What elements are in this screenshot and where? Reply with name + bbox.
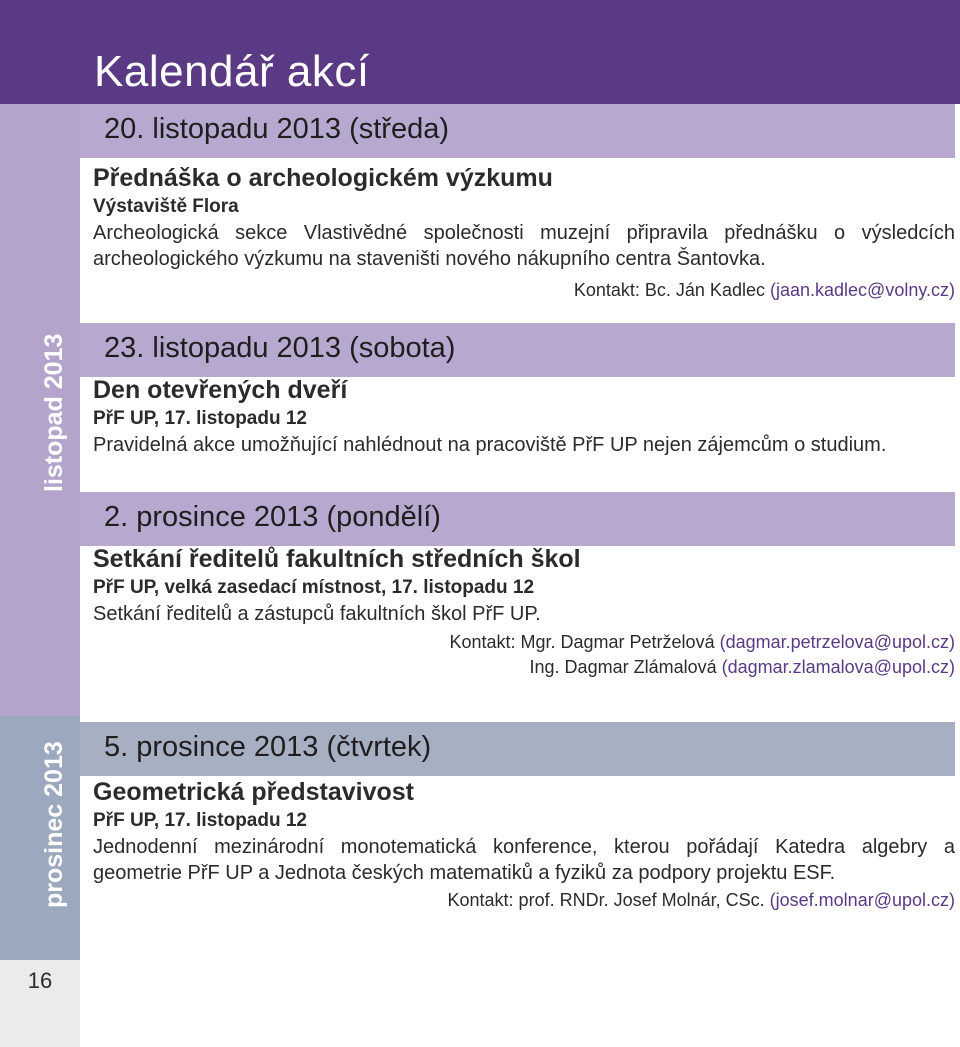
contact-email[interactable]: (josef.molnar@upol.cz) <box>769 890 955 910</box>
event-date-bar <box>80 104 955 158</box>
page-title: Kalendář akcí <box>94 47 370 96</box>
event-item <box>93 374 955 458</box>
contact-name: Kontakt: Mgr. Dagmar Petrželová <box>449 632 715 652</box>
event-venue: PřF UP, 17. listopadu 12 <box>93 408 308 429</box>
event-date: 5. prosince 2013 (čtvrtek) <box>104 731 432 763</box>
event-contact <box>93 278 955 303</box>
month-label-november: listopad 2013 <box>40 333 68 492</box>
event-venue: Výstaviště Flora <box>93 196 239 217</box>
event-contact <box>93 888 955 913</box>
event-item <box>93 162 955 303</box>
contact-name: Kontakt: prof. RNDr. Josef Molnár, CSc. <box>447 890 765 910</box>
event-date-bar <box>80 492 955 546</box>
event-description: Setkání ředitelů a zástupců fakultních škol PřF UP. <box>93 603 541 625</box>
event-date-bar <box>80 722 955 776</box>
contact-email[interactable]: (dagmar.petrzelova@upol.cz) <box>719 632 955 652</box>
month-label-december: prosinec 2013 <box>40 741 68 908</box>
event-contact <box>93 630 955 655</box>
event-date: 2. prosince 2013 (pondělí) <box>104 501 441 533</box>
event-title: Přednáška o archeologickém výzkumu <box>93 164 553 192</box>
event-date: 23. listopadu 2013 (sobota) <box>104 332 456 364</box>
event-item <box>93 776 955 913</box>
event-description: Pravidelná akce umožňující nahlédnout na pracoviště PřF UP nejen zájemcům o studium. <box>93 434 887 456</box>
event-description: Jednodenní mezinárodní monotematická konference, kterou pořádají Katedra algebry a geometrie PřF UP a Jednota českých matematiků a fyziků za podpory projektu ESF. <box>93 836 955 884</box>
event-venue: PřF UP, 17. listopadu 12 <box>93 810 308 831</box>
event-item <box>93 543 955 680</box>
contact-name: Ing. Dagmar Zlámalová <box>529 657 717 677</box>
event-date: 20. listopadu 2013 (středa) <box>104 113 449 145</box>
contact-name: Kontakt: Bc. Ján Kadlec <box>573 280 765 300</box>
event-description: Archeologická sekce Vlastivědné společnosti muzejní připravila přednášku o výsledcích archeologického výzkumu na staveništi nového nákupního centra Šantovka. <box>93 222 955 270</box>
event-date-bar <box>80 323 955 377</box>
page-number: 16 <box>27 968 53 993</box>
event-title: Setkání ředitelů fakultních středních škol <box>93 545 581 573</box>
sidebar-december <box>0 716 80 960</box>
event-title: Den otevřených dveří <box>93 376 348 404</box>
sidebar-november <box>0 104 80 716</box>
event-contact-secondary <box>93 655 955 680</box>
event-venue: PřF UP, velká zasedací místnost, 17. listopadu 12 <box>93 577 535 598</box>
contact-email[interactable]: (dagmar.zlamalova@upol.cz) <box>721 657 955 677</box>
event-title: Geometrická představivost <box>93 778 414 806</box>
contact-email[interactable]: (jaan.kadlec@volny.cz) <box>769 280 955 300</box>
